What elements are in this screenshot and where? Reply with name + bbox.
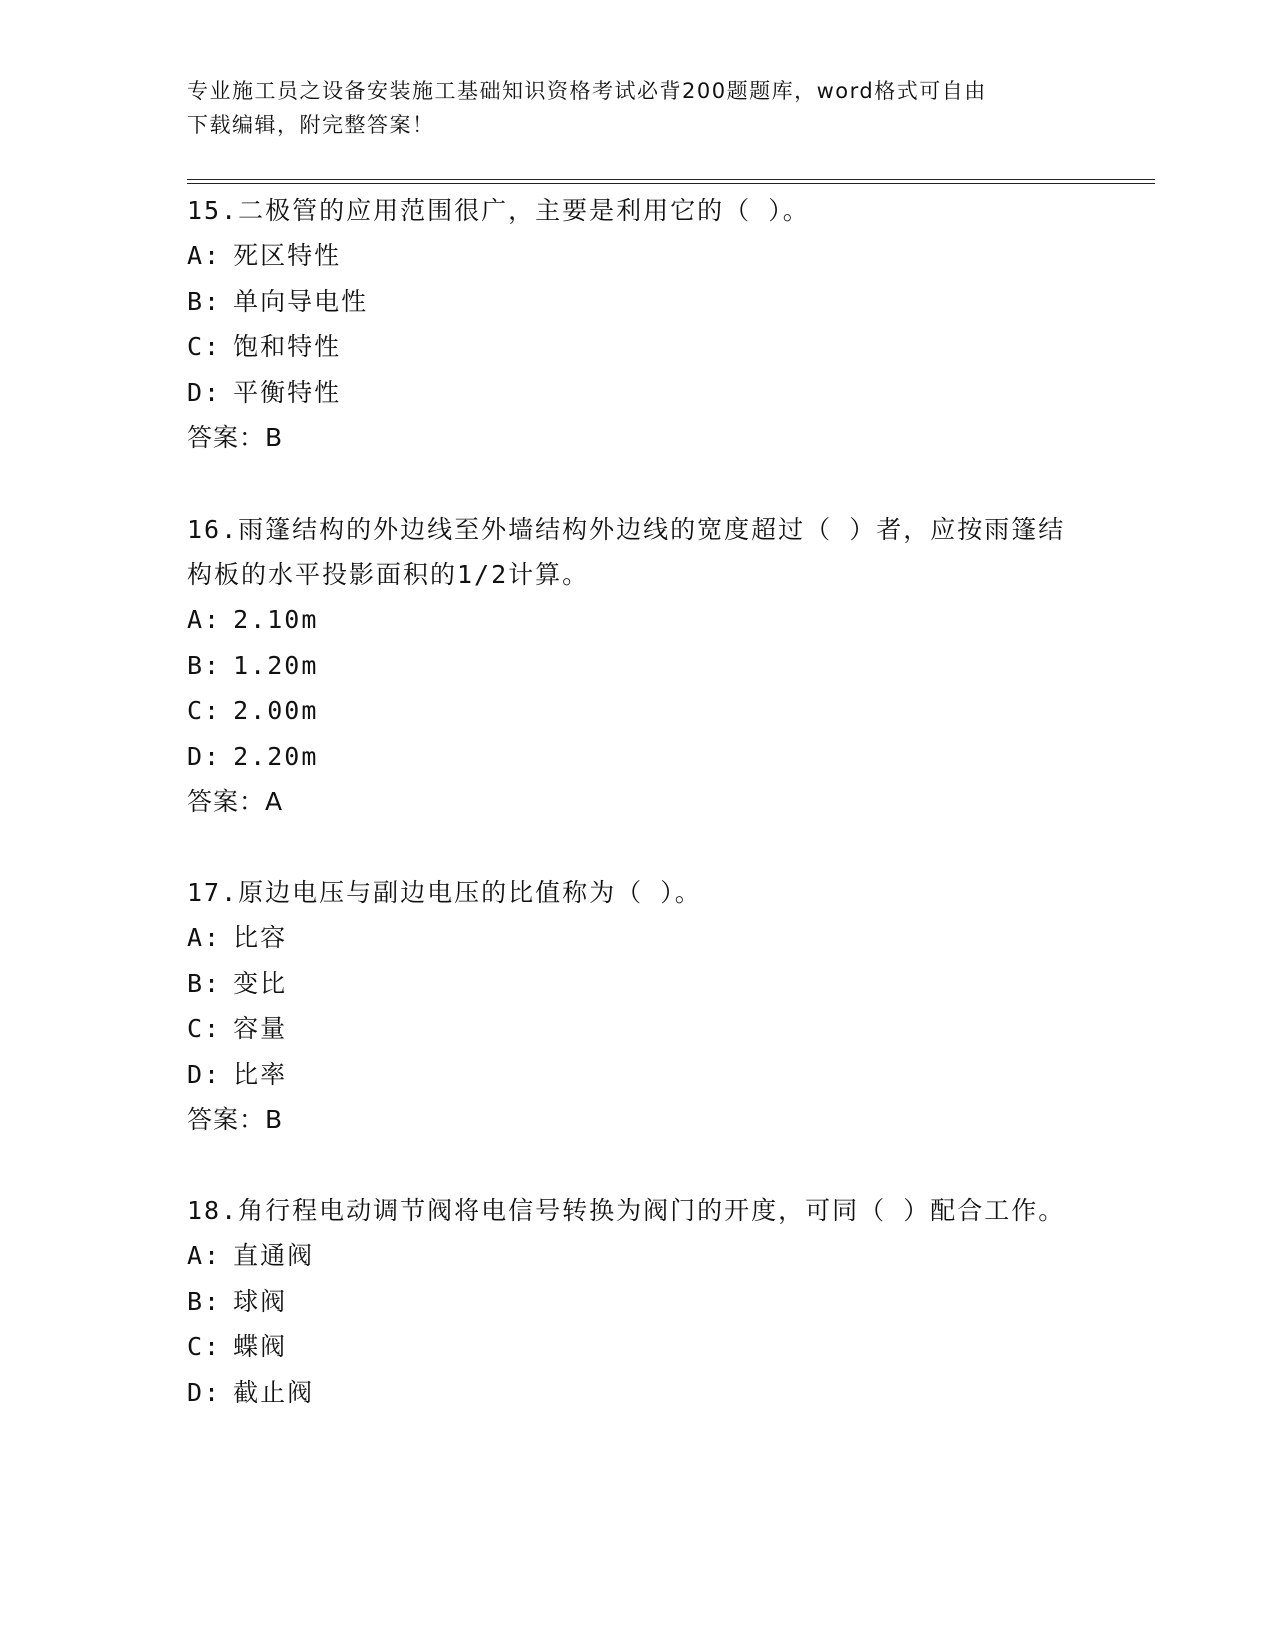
option-b bbox=[187, 961, 1067, 1007]
option-text: 饱和特性 bbox=[233, 332, 342, 361]
option-key: A: bbox=[187, 605, 222, 634]
question-block bbox=[187, 507, 1067, 824]
option-text: 平衡特性 bbox=[233, 377, 342, 407]
option-a bbox=[187, 915, 1067, 961]
option-text: 比容 bbox=[233, 923, 288, 952]
option-key: D: bbox=[187, 1059, 222, 1089]
option-key: C: bbox=[187, 696, 222, 725]
answer-line: 答案：A bbox=[187, 787, 284, 816]
option-key: C: bbox=[187, 1014, 222, 1043]
question-stem: 16.雨篷结构的外边线至外墙结构外边线的宽度超过（ ）者，应按雨篷结构板的水平投影面积的1/2计算。 bbox=[187, 515, 1066, 589]
option-text: 1.20m bbox=[233, 650, 319, 680]
option-key: B: bbox=[187, 286, 222, 316]
option-text: 2.20m bbox=[233, 741, 319, 771]
option-c bbox=[187, 324, 1067, 370]
option-text: 2.00m bbox=[233, 696, 319, 725]
question-stem: 18.角行程电动调节阀将电信号转换为阀门的开度，可同（ ）配合工作。 bbox=[187, 1196, 1066, 1225]
document-header bbox=[187, 74, 1067, 142]
question-stem: 15.二极管的应用范围很广，主要是利用它的（ ）。 bbox=[187, 196, 810, 225]
option-text: 直通阀 bbox=[233, 1241, 315, 1270]
option-b bbox=[187, 1279, 1067, 1325]
option-key: A: bbox=[187, 241, 222, 270]
option-key: C: bbox=[187, 332, 222, 361]
option-c bbox=[187, 1006, 1067, 1052]
option-key: D: bbox=[187, 377, 222, 407]
option-a bbox=[187, 233, 1067, 279]
option-d bbox=[187, 734, 1067, 780]
option-d bbox=[187, 370, 1067, 416]
option-d bbox=[187, 1052, 1067, 1098]
question-stem: 17.原边电压与副边电压的比值称为（ ）。 bbox=[187, 878, 702, 907]
option-text: 单向导电性 bbox=[233, 286, 369, 316]
header-divider bbox=[187, 179, 1155, 184]
option-a bbox=[187, 597, 1067, 643]
option-key: A: bbox=[187, 1241, 222, 1270]
option-key: B: bbox=[187, 650, 222, 680]
question-block bbox=[187, 1188, 1067, 1415]
option-c bbox=[187, 1324, 1067, 1370]
header-line: 下载编辑，附完整答案！ bbox=[187, 113, 435, 137]
option-key: D: bbox=[187, 741, 222, 771]
option-key: B: bbox=[187, 968, 222, 998]
option-key: B: bbox=[187, 1286, 222, 1316]
answer-line: 答案：B bbox=[187, 1105, 284, 1134]
option-key: C: bbox=[187, 1332, 222, 1361]
option-text: 蝶阀 bbox=[233, 1332, 288, 1361]
option-key: A: bbox=[187, 923, 222, 952]
option-c bbox=[187, 688, 1067, 734]
option-b bbox=[187, 643, 1067, 689]
option-text: 2.10m bbox=[233, 605, 319, 634]
option-text: 变比 bbox=[233, 968, 288, 998]
option-text: 死区特性 bbox=[233, 241, 342, 270]
option-b bbox=[187, 279, 1067, 325]
header-line: 专业施工员之设备安装施工基础知识资格考试必背200题题库，word格式可自由 bbox=[187, 79, 987, 103]
question-block bbox=[187, 870, 1067, 1142]
option-key: D: bbox=[187, 1377, 222, 1407]
option-a bbox=[187, 1233, 1067, 1279]
option-text: 球阀 bbox=[233, 1286, 288, 1316]
answer-line: 答案：B bbox=[187, 423, 284, 452]
option-text: 比率 bbox=[233, 1059, 288, 1089]
option-d bbox=[187, 1370, 1067, 1416]
option-text: 容量 bbox=[233, 1014, 288, 1043]
option-text: 截止阀 bbox=[233, 1377, 315, 1407]
question-block bbox=[187, 188, 1067, 460]
